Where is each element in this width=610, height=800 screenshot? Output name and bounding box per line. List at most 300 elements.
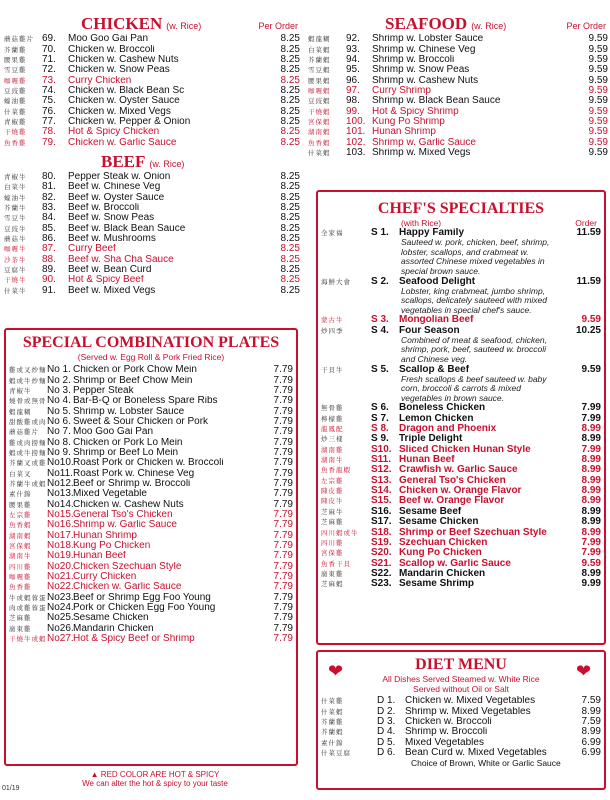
item-number: No18.	[47, 540, 74, 552]
item-price: 7.79	[273, 488, 293, 500]
item-price: 9.59	[588, 84, 608, 96]
item-price: 7.99	[581, 412, 601, 424]
item-name: Chicken or Pork Lo Mein	[73, 437, 183, 448]
item-name: Beef or Shrimp Egg Foo Young	[73, 592, 211, 603]
item-number: No11.	[47, 467, 73, 479]
item-number: 78.	[42, 126, 56, 138]
chinese-name: 芝麻蝦	[321, 580, 344, 589]
item-name: Chicken Szechuan Style	[73, 561, 182, 572]
item-number: 101.	[346, 126, 366, 138]
item-description: Sauteed w. pork, chicken, beef, shrimp, lobster, scallops, and crabmeat w. assorted Chinese mixed vegetables in special brown sauce.	[401, 237, 550, 276]
item-number: 72.	[42, 64, 56, 76]
chinese-name: 豆豉牛	[4, 224, 27, 233]
item-price: 8.25	[280, 233, 300, 245]
chinese-name: 沙茶牛	[4, 255, 27, 264]
chinese-name: 青椒牛	[9, 386, 32, 395]
item-price: 9.59	[588, 126, 608, 138]
menu-item	[321, 434, 601, 444]
item-price: 8.25	[280, 284, 300, 296]
item-name: Moo Goo Gai Pan	[73, 427, 154, 438]
item-number: 96.	[346, 74, 360, 86]
item-price: 7.79	[273, 581, 293, 593]
item-price: 8.25	[280, 126, 300, 138]
chinese-name: 什菜雞	[4, 107, 27, 116]
chef-subheader	[321, 218, 601, 228]
item-price: 7.79	[273, 436, 293, 448]
item-number: S10.	[371, 443, 392, 455]
item-name: Shrimp w. Chinese Veg	[372, 44, 476, 55]
item-number: 73.	[42, 74, 56, 86]
menu-item	[321, 558, 601, 568]
chinese-name: 芥蘭雞	[4, 45, 27, 54]
chinese-name: 白菜叉	[9, 469, 32, 478]
chicken-subtitle: (w. Rice)	[166, 21, 202, 31]
item-price: 8.99	[581, 485, 601, 497]
chinese-name: 蝦龍糊	[308, 35, 331, 44]
chinese-name: 魚香雞	[4, 138, 27, 147]
item-number: S21.	[371, 557, 392, 569]
item-name: Kung Po Shrimp	[372, 116, 445, 127]
chinese-name: 蠔油牛	[4, 193, 27, 202]
menu-item	[321, 507, 601, 517]
item-name: Hunan Beef	[399, 455, 455, 466]
item-number: 89.	[42, 264, 56, 276]
menu-item	[308, 34, 608, 44]
item-name: Beef w. Snow Peas	[68, 213, 155, 224]
chinese-name: 左宗雞	[9, 510, 32, 519]
item-number: 92.	[346, 33, 360, 45]
item-price: 8.99	[581, 433, 601, 445]
item-price: 8.99	[581, 495, 601, 507]
item-price: 6.99	[581, 736, 601, 748]
item-number: No22.	[47, 581, 74, 593]
print-date-stamp: 01/19	[2, 785, 20, 792]
item-number: S15.	[371, 495, 392, 507]
item-number: S 8.	[371, 423, 389, 435]
item-name: Shrimp or Beef Lo Mein	[73, 447, 179, 458]
item-name: Chicken w. Garlic Sauce	[73, 582, 182, 593]
item-price: 7.79	[273, 591, 293, 603]
item-description: Fresh scallops & beef sauteed w. baby corn, broccoli & carrots & mixed vegetables in brown sauce.	[401, 373, 547, 403]
item-name: Sesame Beef	[399, 506, 462, 517]
menu-item	[9, 458, 293, 468]
chinese-name: 龍鳳配	[321, 425, 344, 434]
item-name: Kung Po Chicken	[73, 541, 151, 552]
item-name: Shrimp or Beef Szechuan Style	[399, 527, 547, 538]
item-price: 8.25	[280, 201, 300, 213]
item-name: Curry Shrimp	[372, 85, 431, 96]
item-name: Moo Goo Gai Pan	[68, 34, 149, 45]
menu-item	[9, 551, 293, 561]
item-price: 8.99	[581, 505, 601, 517]
item-name: Bean Curd w. Mixed Vegetables	[405, 747, 547, 758]
item-name: Scallop w. Garlic Sauce	[399, 558, 511, 569]
chicken-header	[4, 14, 300, 34]
chinese-name: 四川雞	[321, 538, 344, 547]
item-description: Lobster, king crabmeat, jumbo shrimp, scallops, delicately sauteed with mixed vegetables in special chef's sauce.	[401, 285, 547, 315]
item-price: 7.99	[581, 536, 601, 548]
item-number: D 3.	[377, 715, 396, 727]
chinese-name: 干燒牛	[4, 276, 27, 285]
item-number: No10.	[47, 457, 74, 469]
item-price: 9.59	[588, 146, 608, 158]
menu-item	[321, 538, 601, 548]
item-name: Happy Family	[399, 228, 465, 239]
item-name: Bar-B-Q or Boneless Spare Ribs	[73, 396, 218, 407]
chinese-name: 魚香蝦	[308, 138, 331, 147]
chinese-name: 芥蘭牛或蝦	[9, 479, 47, 488]
item-name: Shrimp w. Broccoli	[372, 54, 455, 65]
item-name: Crawfish w. Garlic Sauce	[399, 465, 518, 476]
item-name: Dragon and Phoenix	[399, 424, 497, 435]
chinese-name: 白菜牛	[4, 183, 27, 192]
item-price: 9.59	[588, 74, 608, 86]
item-price: 7.79	[273, 560, 293, 572]
item-number: No25.	[47, 612, 74, 624]
item-number: No15.	[47, 508, 74, 520]
chinese-name: 四川蝦或牛	[321, 528, 359, 537]
chinese-name: 湖南牛	[9, 552, 32, 561]
menu-item	[4, 34, 300, 44]
chinese-name: 青椒牛	[4, 172, 27, 181]
item-name: Sesame Chicken	[399, 517, 479, 528]
item-name: General Tso's Chicken	[399, 475, 506, 486]
menu-item	[321, 548, 601, 558]
item-price: 8.25	[280, 212, 300, 224]
chinese-name: 湖南蝦	[308, 128, 331, 137]
diet-line1: All Dishes Served Steamed w. White Rice	[382, 674, 540, 684]
item-number: No 4.	[47, 395, 71, 407]
item-price: 8.25	[280, 181, 300, 193]
item-number: No14.	[47, 498, 74, 510]
menu-item	[4, 275, 300, 285]
item-number: S20.	[371, 547, 392, 559]
item-price: 8.99	[581, 516, 601, 528]
item-name: Beef w. Orange Flavor	[399, 496, 505, 507]
item-name: Mandarin Chicken	[73, 623, 154, 634]
item-name: Curry Chicken	[68, 75, 132, 86]
chinese-name: 什菜蝦	[308, 148, 331, 157]
chinese-name: 芝麻雞	[321, 518, 344, 527]
item-number: 86.	[42, 233, 56, 245]
chinese-name: 咖喱雞	[9, 573, 32, 582]
seafood-header	[308, 14, 608, 34]
item-name: Roast Pork or Chicken w. Broccoli	[73, 458, 224, 469]
chinese-name: 什菜雞	[321, 697, 344, 706]
chinese-name: 芥蘭蝦	[308, 55, 331, 64]
item-number: 95.	[346, 64, 360, 76]
chinese-name: 檸檬雞	[321, 414, 344, 423]
chinese-name: 芥蘭雞	[321, 717, 344, 726]
chinese-name: 干燒蝦	[308, 107, 331, 116]
item-number: S23.	[371, 578, 392, 590]
right-column	[308, 0, 608, 158]
item-name: Boneless Chicken	[399, 403, 486, 414]
item-price: 8.99	[581, 474, 601, 486]
diet-list	[321, 696, 601, 758]
item-name: Beef w. Bean Curd	[68, 265, 152, 276]
item-name: Shrimp w. Garlic Sauce	[73, 520, 177, 531]
item-price: 7.79	[273, 622, 293, 634]
item-name: Hot & Spicy Shrimp	[372, 106, 459, 117]
chinese-name: 豆腐牛	[4, 266, 27, 275]
item-number: S 3.	[371, 314, 389, 326]
item-price: 7.79	[273, 498, 293, 510]
item-price: 8.25	[280, 191, 300, 203]
item-price: 7.79	[273, 446, 293, 458]
item-name: Chicken w. Pepper & Onion	[68, 116, 191, 127]
item-price: 8.25	[280, 115, 300, 127]
menu-item	[9, 396, 293, 406]
item-number: 94.	[346, 53, 360, 65]
menu-item	[308, 127, 608, 137]
item-name: Szechuan Chicken	[399, 537, 488, 548]
chinese-name: 蒙古牛	[321, 316, 344, 325]
item-number: D 4.	[377, 726, 396, 738]
item-name: Triple Delight	[399, 434, 463, 445]
item-name: Chicken w. Broccoli	[68, 44, 155, 55]
chinese-name: 豆豉雞	[4, 86, 27, 95]
chinese-name: 腰果雞	[9, 500, 32, 509]
footnote	[10, 770, 300, 788]
item-price: 8.99	[581, 705, 601, 717]
item-price: 7.79	[273, 550, 293, 562]
item-price: 7.59	[581, 715, 601, 727]
item-number: 85.	[42, 222, 56, 234]
chinese-name: 什菜牛	[4, 286, 27, 295]
item-price: 7.99	[581, 443, 601, 455]
item-number: No17.	[47, 529, 74, 541]
menu-item	[321, 569, 601, 579]
chinese-name: 什菜豆腐	[321, 748, 351, 757]
item-number: D 5.	[377, 736, 396, 748]
item-name: Mongolian Beef	[399, 315, 474, 326]
chef-subtitle: (with Rice)	[401, 218, 442, 228]
chinese-name: 芥蘭牛	[4, 203, 27, 212]
item-number: No24.	[47, 602, 74, 614]
item-price: 8.25	[280, 136, 300, 148]
item-price: 6.99	[581, 746, 601, 758]
menu-item	[4, 127, 300, 137]
menu-item	[321, 727, 601, 737]
item-price: 8.99	[581, 567, 601, 579]
item-name: Four Season	[399, 325, 460, 336]
item-number: 103.	[346, 146, 366, 158]
item-number: No23.	[47, 591, 74, 603]
item-name: Curry Beef	[68, 244, 116, 255]
chinese-name: 白菜蝦	[308, 45, 331, 54]
diet-sauce-note: Choice of Brown, White or Garlic Sauce	[411, 758, 561, 769]
item-price: 8.99	[581, 726, 601, 738]
item-number: No 5.	[47, 405, 71, 417]
beef-list	[4, 172, 300, 296]
item-price: 7.79	[273, 405, 293, 417]
chinese-name: 雪豆雞	[4, 66, 27, 75]
item-name: Hot & Spicy Beef	[68, 275, 144, 286]
item-name: Sweet & Sour Chicken or Pork	[73, 416, 209, 427]
chinese-name: 蘑菇牛	[4, 235, 27, 244]
item-name: Roast Pork w. Chinese Veg	[73, 468, 195, 479]
menu-item	[321, 486, 601, 496]
chinese-name: 宮保雞	[321, 549, 344, 558]
item-name: Shrimp w. Lobster Sauce	[372, 34, 484, 45]
chicken-title: CHICKEN	[81, 14, 163, 33]
item-price: 8.99	[581, 526, 601, 538]
menu-item	[4, 182, 300, 192]
chinese-name: 雪豆蝦	[308, 66, 331, 75]
chinese-name: 咖喱蝦	[308, 86, 331, 95]
item-price: 8.25	[280, 33, 300, 45]
item-name: Lemon Chicken	[399, 413, 474, 424]
item-price: 8.25	[280, 222, 300, 234]
item-name: Chicken w. Black Bean Sc	[68, 85, 185, 96]
item-name: Kung Po Chicken	[399, 548, 482, 559]
item-price: 7.99	[581, 402, 601, 414]
item-number: S 1.	[371, 227, 389, 239]
item-number: S 9.	[371, 433, 389, 445]
chinese-name: 雞或肉撈麵	[9, 438, 47, 447]
chinese-name: 素什錦	[9, 490, 32, 499]
item-price: 8.25	[280, 84, 300, 96]
item-number: 102.	[346, 136, 366, 148]
item-price: 10.25	[575, 324, 601, 336]
item-number: 90.	[42, 274, 56, 286]
item-number: No27.	[47, 633, 74, 645]
chinese-name: 甜酸雞或肉	[9, 417, 47, 426]
item-name: Beef w. Broccoli	[68, 202, 140, 213]
chinese-name: 陳皮牛	[321, 497, 344, 506]
item-name: Mixed Vegetables	[405, 737, 484, 748]
item-price: 7.79	[273, 508, 293, 520]
menu-item	[321, 517, 601, 527]
menu-item	[4, 96, 300, 106]
item-name: Sesame Shrimp	[399, 579, 475, 590]
item-number: 75.	[42, 95, 56, 107]
menu-item	[4, 244, 300, 254]
item-price: 7.79	[273, 374, 293, 386]
chinese-name: 肉或雞蓉蛋	[9, 604, 47, 613]
item-name: Hot & Spicy Chicken	[68, 127, 160, 138]
item-price: 7.99	[581, 547, 601, 559]
item-price: 8.25	[280, 53, 300, 65]
item-price: 9.59	[588, 33, 608, 45]
item-name: Beef w. Black Bean Sauce	[68, 223, 186, 234]
item-price: 9.59	[588, 105, 608, 117]
item-number: S16.	[371, 505, 392, 517]
menu-item	[4, 137, 300, 147]
item-price: 8.25	[280, 274, 300, 286]
item-name: Chicken w. Snow Peas	[68, 65, 170, 76]
item-price: 9.59	[588, 95, 608, 107]
chinese-name: 魚香龍蝦	[321, 466, 351, 475]
menu-item	[321, 696, 601, 706]
item-name: Seafood Delight	[399, 276, 476, 287]
item-price: 7.79	[273, 395, 293, 407]
combo-subtitle: (Served w. Egg Roll & Pork Fried Rice)	[77, 352, 225, 362]
item-name: Mandarin Chicken	[399, 568, 486, 579]
chinese-name: 湖南蝦	[9, 531, 32, 540]
item-name: Shrimp or Beef Chow Mein	[73, 375, 193, 386]
item-price: 8.25	[280, 74, 300, 86]
item-name: Chicken w. Cashew Nuts	[68, 54, 179, 65]
item-name: Shrimp w. Garlic Sauce	[372, 137, 476, 148]
item-number: No 3.	[47, 384, 71, 396]
item-number: 93.	[346, 43, 360, 55]
item-name: General Tso's Chicken	[73, 509, 173, 520]
item-number: 97.	[346, 84, 360, 96]
chinese-name: 蠔油雞	[4, 97, 27, 106]
item-number: S11.	[371, 454, 392, 466]
item-price: 7.79	[273, 540, 293, 552]
chinese-name: 廣東雞	[321, 569, 344, 578]
item-number: 79.	[42, 136, 56, 148]
item-number: 83.	[42, 201, 56, 213]
heart-icon: ❤	[576, 661, 592, 681]
diet-title: DIET MENU	[415, 656, 507, 673]
chinese-name: 蝦或牛撈麵	[9, 448, 47, 457]
chinese-name: 素什錦	[321, 738, 344, 747]
chinese-name: 青椒雞	[4, 117, 27, 126]
item-number: S 4.	[371, 324, 389, 336]
combo-box	[4, 328, 298, 766]
item-name: Shrimp w. Lobster Sauce	[73, 406, 185, 417]
item-price: 9.99	[581, 578, 601, 590]
item-number: No 6.	[47, 415, 71, 427]
menu-item	[321, 737, 601, 747]
item-number: 76.	[42, 105, 56, 117]
item-number: S 2.	[371, 275, 389, 287]
item-number: 99.	[346, 105, 360, 117]
item-number: No 9.	[47, 446, 71, 458]
menu-item	[321, 403, 601, 413]
item-name: Beef w. Mushrooms	[68, 234, 156, 245]
chinese-name: 芝麻牛	[321, 507, 344, 516]
menu-item	[321, 496, 601, 506]
item-price: 8.25	[280, 170, 300, 182]
item-number: No 8.	[47, 436, 71, 448]
item-number: 82.	[42, 191, 56, 203]
chinese-name: 咖喱牛	[4, 245, 27, 254]
item-name: Chicken or Pork Chow Mein	[73, 365, 197, 376]
seafood-title: SEAFOOD	[385, 14, 468, 33]
chicken-per-order: Per Order	[258, 21, 298, 31]
item-number: S17.	[371, 516, 392, 528]
item-number: S19.	[371, 536, 392, 548]
item-price: 7.79	[273, 467, 293, 479]
item-price: 8.25	[280, 264, 300, 276]
item-name: Shrimp w. Cashew Nuts	[372, 75, 479, 86]
chef-order-label: Order	[575, 218, 597, 228]
menu-item	[321, 414, 601, 424]
item-price: 9.59	[588, 53, 608, 65]
item-number: 84.	[42, 212, 56, 224]
item-name: Sesame Chicken	[73, 613, 149, 624]
item-number: No 2.	[47, 374, 71, 386]
menu-item	[4, 65, 300, 75]
item-price: 7.79	[273, 426, 293, 438]
chinese-name: 豆豉蝦	[308, 97, 331, 106]
chinese-name: 廣東雞	[9, 624, 32, 633]
item-price: 9.59	[581, 363, 601, 375]
item-number: 70.	[42, 43, 56, 55]
chinese-name: 雞或叉炒麵	[9, 366, 47, 375]
menu-item	[308, 148, 608, 158]
item-price: 8.99	[581, 423, 601, 435]
chinese-name: 蝦龍糊	[9, 407, 32, 416]
beef-header	[4, 152, 300, 172]
item-price: 7.79	[273, 415, 293, 427]
chinese-name: 芝麻雞	[9, 614, 32, 623]
